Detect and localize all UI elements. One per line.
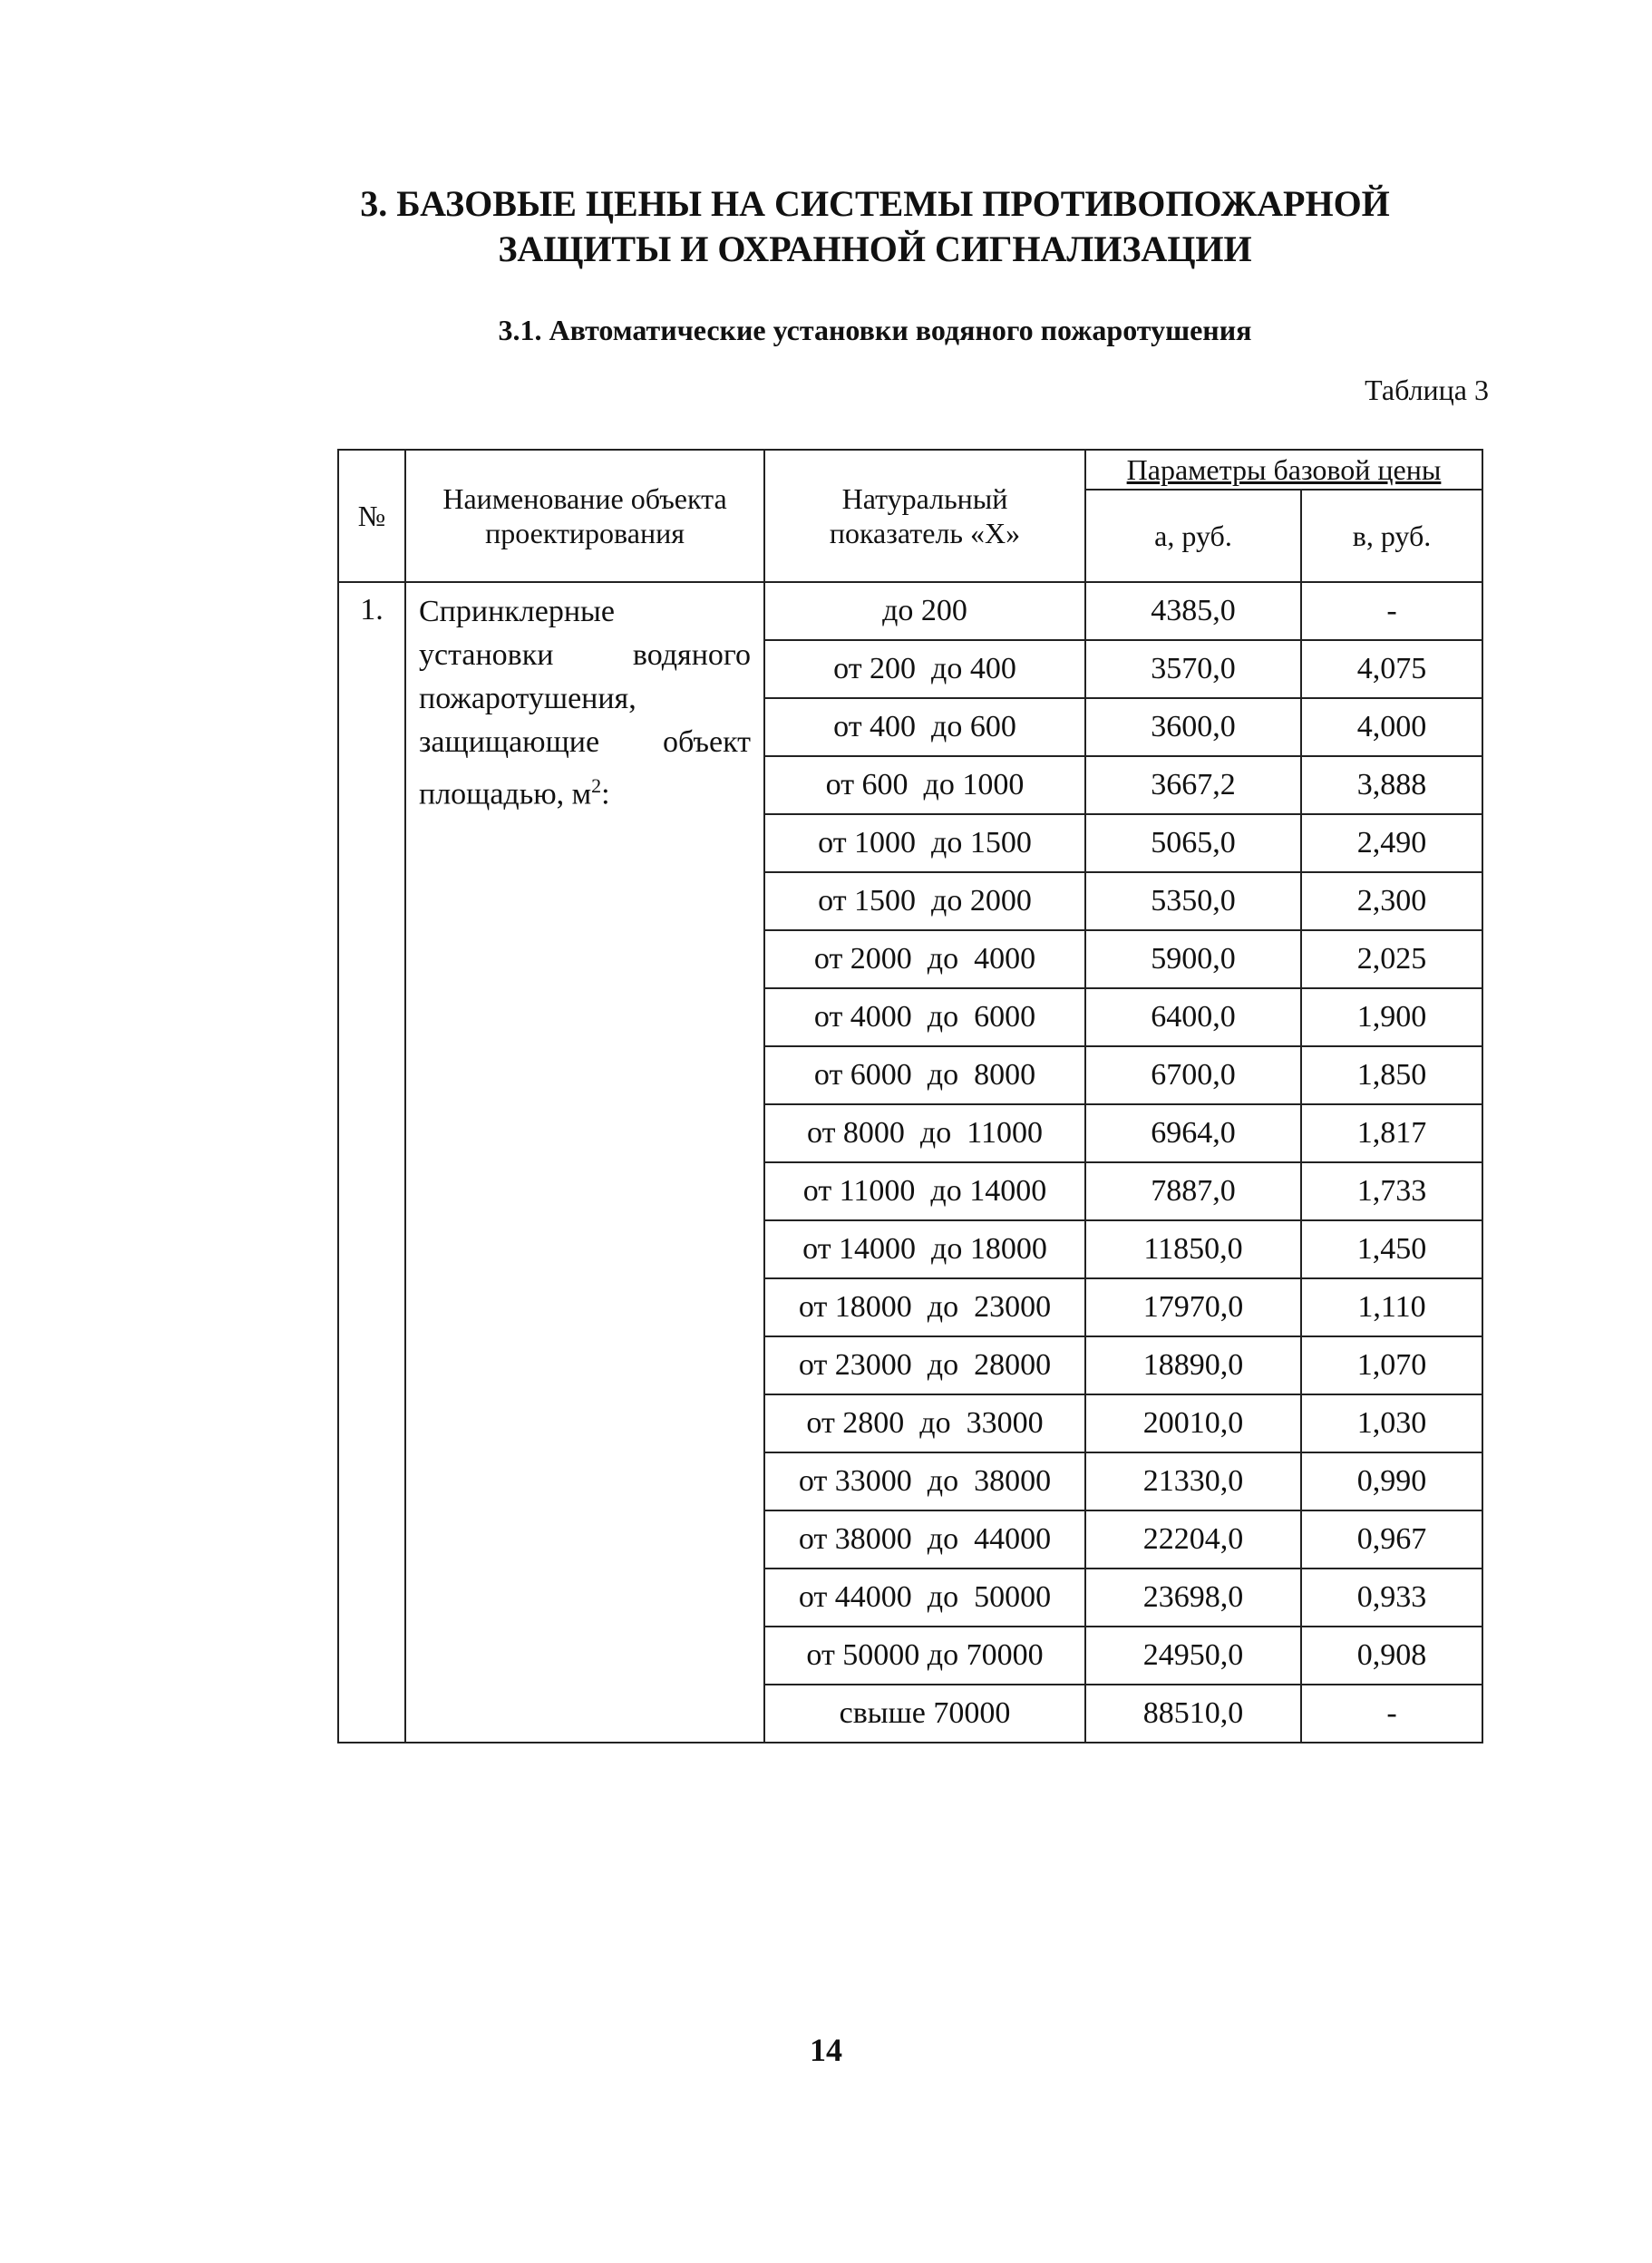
- cell-b-rub: 4,075: [1301, 640, 1482, 698]
- cell-a-rub: 23698,0: [1085, 1569, 1301, 1627]
- cell-natural-indicator: от 6000 до 8000: [764, 1046, 1085, 1104]
- cell-natural-indicator: до 200: [764, 582, 1085, 640]
- cell-natural-indicator: от 44000 до 50000: [764, 1569, 1085, 1627]
- cell-natural-indicator: от 11000 до 14000: [764, 1162, 1085, 1220]
- item-description-superscript: 2: [591, 774, 602, 797]
- cell-b-rub: 0,933: [1301, 1569, 1482, 1627]
- cell-natural-indicator: свыше 70000: [764, 1685, 1085, 1743]
- cell-natural-indicator: от 18000 до 23000: [764, 1278, 1085, 1336]
- cell-natural-indicator: от 4000 до 6000: [764, 988, 1085, 1046]
- cell-b-rub: 1,817: [1301, 1104, 1482, 1162]
- cell-a-rub: 5350,0: [1085, 872, 1301, 930]
- table-body: [338, 582, 1482, 1743]
- table-row: [338, 582, 1482, 640]
- cell-b-rub: 1,070: [1301, 1336, 1482, 1394]
- cell-a-rub: 4385,0: [1085, 582, 1301, 640]
- cell-b-rub: -: [1301, 582, 1482, 640]
- header-natural-indicator: Натуральный показатель «X»: [764, 450, 1085, 582]
- cell-b-rub: 2,300: [1301, 872, 1482, 930]
- cell-a-rub: 7887,0: [1085, 1162, 1301, 1220]
- cell-natural-indicator: от 600 до 1000: [764, 756, 1085, 814]
- cell-a-rub: 22204,0: [1085, 1510, 1301, 1569]
- cell-b-rub: 1,450: [1301, 1220, 1482, 1278]
- cell-natural-indicator: от 400 до 600: [764, 698, 1085, 756]
- cell-b-rub: 1,900: [1301, 988, 1482, 1046]
- cell-a-rub: 6400,0: [1085, 988, 1301, 1046]
- cell-natural-indicator: от 1000 до 1500: [764, 814, 1085, 872]
- header-b-rub: в, руб.: [1301, 490, 1482, 582]
- cell-a-rub: 11850,0: [1085, 1220, 1301, 1278]
- cell-a-rub: 6964,0: [1085, 1104, 1301, 1162]
- cell-a-rub: 3667,2: [1085, 756, 1301, 814]
- subsection-title: 3.1. Автоматические установки водяного пожаротушения: [498, 314, 1252, 346]
- cell-natural-indicator: от 33000 до 38000: [764, 1452, 1085, 1510]
- cell-b-rub: 1,850: [1301, 1046, 1482, 1104]
- cell-b-rub: -: [1301, 1685, 1482, 1743]
- cell-b-rub: 4,000: [1301, 698, 1482, 756]
- cell-natural-indicator: от 50000 до 70000: [764, 1627, 1085, 1685]
- cell-a-rub: 24950,0: [1085, 1627, 1301, 1685]
- price-table: [337, 449, 1483, 1743]
- cell-a-rub: 6700,0: [1085, 1046, 1301, 1104]
- cell-natural-indicator: от 38000 до 44000: [764, 1510, 1085, 1569]
- cell-natural-indicator: от 1500 до 2000: [764, 872, 1085, 930]
- cell-b-rub: 1,110: [1301, 1278, 1482, 1336]
- cell-b-rub: 1,030: [1301, 1394, 1482, 1452]
- cell-b-rub: 2,025: [1301, 930, 1482, 988]
- cell-a-rub: 3570,0: [1085, 640, 1301, 698]
- item-description-suffix: :: [601, 777, 610, 811]
- cell-b-rub: 2,490: [1301, 814, 1482, 872]
- header-object-name: Наименование объекта проектирования: [405, 450, 764, 582]
- section-title-line-2: ЗАЩИТЫ И ОХРАННОЙ СИГНАЛИЗАЦИИ: [498, 228, 1252, 269]
- section-title: [272, 181, 1478, 272]
- item-description-cell: [405, 582, 764, 1743]
- cell-a-rub: 17970,0: [1085, 1278, 1301, 1336]
- cell-natural-indicator: от 8000 до 11000: [764, 1104, 1085, 1162]
- header-price-params-label: Параметры базовой цены: [1126, 453, 1442, 486]
- section-title-line-1: 3. БАЗОВЫЕ ЦЕНЫ НА СИСТЕМЫ ПРОТИВОПОЖАРНОЙ: [360, 183, 1390, 224]
- cell-a-rub: 21330,0: [1085, 1452, 1301, 1510]
- cell-natural-indicator: от 2000 до 4000: [764, 930, 1085, 988]
- cell-natural-indicator: от 14000 до 18000: [764, 1220, 1085, 1278]
- header-a-rub: а, руб.: [1085, 490, 1301, 582]
- cell-b-rub: 3,888: [1301, 756, 1482, 814]
- cell-natural-indicator: от 23000 до 28000: [764, 1336, 1085, 1394]
- header-num: №: [338, 450, 405, 582]
- cell-a-rub: 20010,0: [1085, 1394, 1301, 1452]
- item-number: 1.: [338, 582, 405, 1743]
- cell-b-rub: 0,967: [1301, 1510, 1482, 1569]
- table-caption: Таблица 3: [1365, 374, 1489, 406]
- cell-b-rub: 0,990: [1301, 1452, 1482, 1510]
- cell-b-rub: 1,733: [1301, 1162, 1482, 1220]
- cell-a-rub: 88510,0: [1085, 1685, 1301, 1743]
- cell-a-rub: 3600,0: [1085, 698, 1301, 756]
- cell-natural-indicator: от 200 до 400: [764, 640, 1085, 698]
- item-description: Спринклерные установки водяного пожаротушения, защищающие объект площадью, м: [419, 595, 751, 811]
- cell-a-rub: 5065,0: [1085, 814, 1301, 872]
- page-number: 14: [810, 2032, 842, 2068]
- cell-a-rub: 18890,0: [1085, 1336, 1301, 1394]
- cell-b-rub: 0,908: [1301, 1627, 1482, 1685]
- cell-a-rub: 5900,0: [1085, 930, 1301, 988]
- header-price-params: [1085, 450, 1482, 490]
- cell-natural-indicator: от 2800 до 33000: [764, 1394, 1085, 1452]
